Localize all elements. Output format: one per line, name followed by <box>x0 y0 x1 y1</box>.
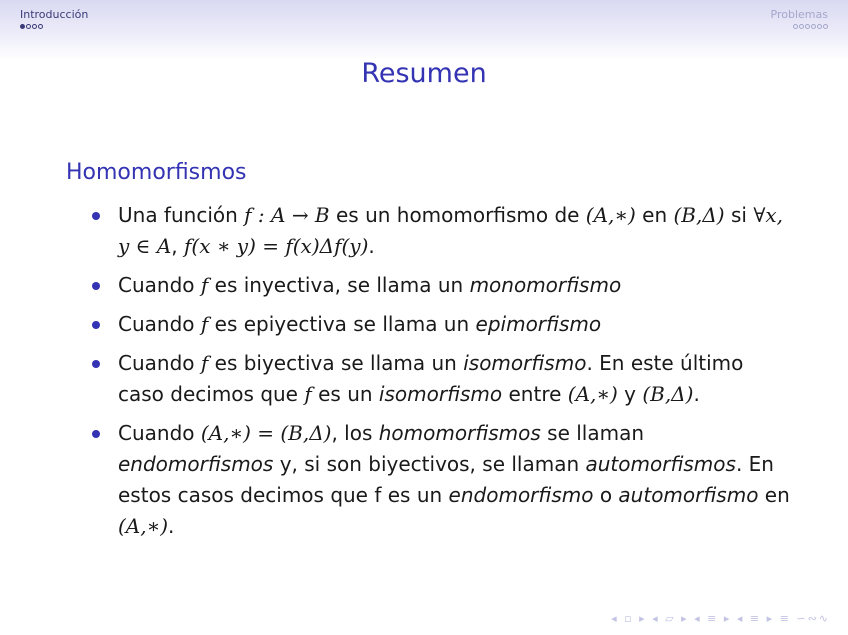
section-nav-problemas[interactable] <box>771 8 828 29</box>
math-expression: (B,Δ) <box>642 382 694 406</box>
emphasized-term: isomorfismo <box>378 382 503 406</box>
text-run: entre <box>502 382 568 406</box>
block-title: Homomorfismos <box>66 160 247 185</box>
text-run: en <box>758 483 790 507</box>
beamer-navigation-controls[interactable]: ◂ ▫ ▸ ◂ ▱ ▸ ◂ ≡ ▸ ◂ ≡ ▸ ≡ ∽∾∿ <box>611 612 830 625</box>
emphasized-term: homomorfismos <box>378 421 541 445</box>
slide-dot[interactable] <box>799 24 804 29</box>
text-run: . <box>168 514 175 538</box>
list-item <box>90 270 790 301</box>
text-run: y <box>617 382 643 406</box>
text-run: es inyectiva, se llama un <box>208 273 470 297</box>
bullet-list <box>90 200 790 550</box>
text-run: se llaman <box>540 421 645 445</box>
text-run: en <box>635 203 674 227</box>
slide-dot[interactable] <box>38 24 43 29</box>
text-run: Cuando <box>118 312 201 336</box>
math-expression: ∀x, y ∈ A <box>118 203 784 258</box>
slide-dot[interactable] <box>817 24 822 29</box>
math-expression: f(x ∗ y) = f(x)Δf(y) <box>183 234 369 258</box>
math-expression: f <box>200 312 209 336</box>
slide-dot-current[interactable] <box>20 24 25 29</box>
math-expression: (A,∗) = (B,Δ) <box>200 421 332 445</box>
text-run: y, si son biyectivos, se llaman <box>273 452 586 476</box>
text-run: es biyectiva se llama un <box>208 351 464 375</box>
text-run: . En estos casos decimos que f es un <box>118 452 774 507</box>
slide-dot[interactable] <box>823 24 828 29</box>
text-run: . En este último caso decimos que <box>118 351 744 406</box>
math-expression: (A,∗) <box>585 203 636 227</box>
subsection-dots <box>20 24 88 29</box>
text-run: , <box>171 234 184 258</box>
slide-dot[interactable] <box>26 24 31 29</box>
math-expression: f : A → B <box>244 203 330 227</box>
section-label: Introducción <box>20 8 89 21</box>
text-run: o <box>593 483 619 507</box>
section-label: Problemas <box>770 8 828 21</box>
text-run: . <box>693 382 700 406</box>
math-expression: f <box>200 273 209 297</box>
math-expression: (A,∗) <box>567 382 618 406</box>
slide-dot[interactable] <box>793 24 798 29</box>
emphasized-term: endomorfismos <box>118 452 274 476</box>
text-run: Cuando <box>118 273 201 297</box>
emphasized-term: endomorfismo <box>448 483 594 507</box>
emphasized-term: epimorfismo <box>475 312 602 336</box>
list-item <box>90 200 790 262</box>
frame-title: Resumen <box>361 58 487 89</box>
emphasized-term: isomorfismo <box>463 351 587 375</box>
text-run: es epiyectiva se llama un <box>208 312 476 336</box>
text-run: Cuando <box>118 421 201 445</box>
list-item <box>90 418 790 542</box>
list-item <box>90 348 790 410</box>
text-run: , los <box>331 421 379 445</box>
text-run: es un <box>311 382 379 406</box>
text-run: Una función <box>118 203 245 227</box>
text-run: . <box>368 234 375 258</box>
math-expression: (B,Δ) <box>673 203 725 227</box>
beamer-headline <box>0 0 848 60</box>
section-nav-introduccion[interactable] <box>20 8 88 29</box>
emphasized-term: monomorfismo <box>469 273 622 297</box>
slide-dot[interactable] <box>805 24 810 29</box>
math-expression: f <box>304 382 312 406</box>
text-run: si <box>724 203 754 227</box>
emphasized-term: automorfismo <box>618 483 759 507</box>
math-expression: f <box>200 351 209 375</box>
text-run: Cuando <box>118 351 201 375</box>
slide-dot[interactable] <box>811 24 816 29</box>
text-run: es un homomorfismo de <box>329 203 586 227</box>
emphasized-term: automorfismos <box>585 452 736 476</box>
slide-dot[interactable] <box>32 24 37 29</box>
math-expression: (A,∗) <box>118 514 168 538</box>
subsection-dots <box>771 24 828 29</box>
list-item <box>90 309 790 340</box>
